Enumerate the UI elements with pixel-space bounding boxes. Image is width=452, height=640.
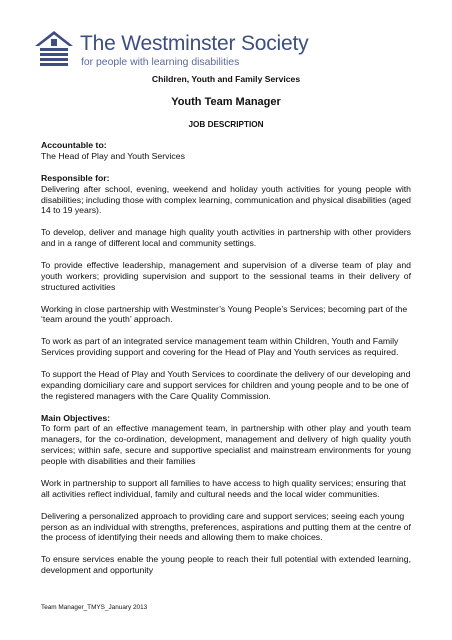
department-heading: Children, Youth and Family Services bbox=[151, 74, 301, 84]
objective-item: To ensure services enable the young people to reach their full potential with extended learning, development and opportunity bbox=[41, 554, 411, 576]
accountable-text: The Head of Play and Youth Services bbox=[41, 150, 185, 161]
page-footer: Team Manager_TMYS_January 2013 bbox=[41, 604, 148, 611]
objective-item: Work in partnership to support all families to have access to high quality services; ensuring that all activities reflect individual, family and cultural needs and the local wider communities. bbox=[41, 477, 406, 499]
responsible-item: To support the Head of Play and Youth Services to coordinate the delivery of our developing and expanding domiciliary care and support services for children and young people and to be one of the registered managers with the Care Quality Commission. bbox=[41, 368, 411, 401]
responsible-item: To provide effective leadership, management and supervision of a diverse team of play and youth workers; providing supervision and support to the sessional teams in their delivery of structured activities bbox=[41, 259, 411, 292]
objectives-heading: Main Objectives: bbox=[41, 412, 111, 423]
objective-text: To form part of an effective management team, in partnership with other play and youth team managers, for the co-ordination, development, management and delivery of high quality youth services; within safe, secure and supportive specialist and mainstream environments for young people with disabilities and their families bbox=[41, 423, 411, 467]
org-tagline: for people with learning disabilities bbox=[81, 57, 240, 68]
objective-item bbox=[41, 413, 411, 468]
accountable-heading: Accountable to: bbox=[41, 140, 107, 150]
document-body bbox=[41, 140, 411, 587]
responsible-heading: Responsible for: bbox=[41, 172, 110, 183]
job-title: Youth Team Manager bbox=[171, 96, 281, 108]
responsible-item: To develop, deliver and manage high quality youth activities in partnership with other providers and in a range of different local and community settings. bbox=[41, 227, 411, 249]
responsible-item bbox=[41, 173, 411, 217]
responsible-text: Delivering after school, evening, weekend and holiday youth activities for young people with disabilities; including those with complex learning, communication and physical disabilities (aged 14 to 19 years). bbox=[41, 183, 411, 216]
document-type: JOB DESCRIPTION bbox=[188, 120, 264, 129]
house-building-icon bbox=[34, 30, 74, 70]
responsible-item: To work as part of an integrated service management team within Children, Youth and Family Services providing support and covering for the Head of Play and Youth services as required. bbox=[41, 336, 399, 358]
org-logo bbox=[34, 30, 334, 70]
responsible-item: Working in close partnership with Westminster’s Young People’s Services; becoming part of the ‘team around the youth’ approach. bbox=[41, 303, 408, 325]
org-name: The Westminster Society bbox=[80, 32, 309, 55]
accountable-section bbox=[41, 140, 411, 162]
objective-item: Delivering a personalized approach to providing care and support services; seeing each young person as an individual with strengths, preferences, aspirations and putting them at the centre of the process of identifying their needs and allowing them to make choices. bbox=[41, 510, 411, 543]
